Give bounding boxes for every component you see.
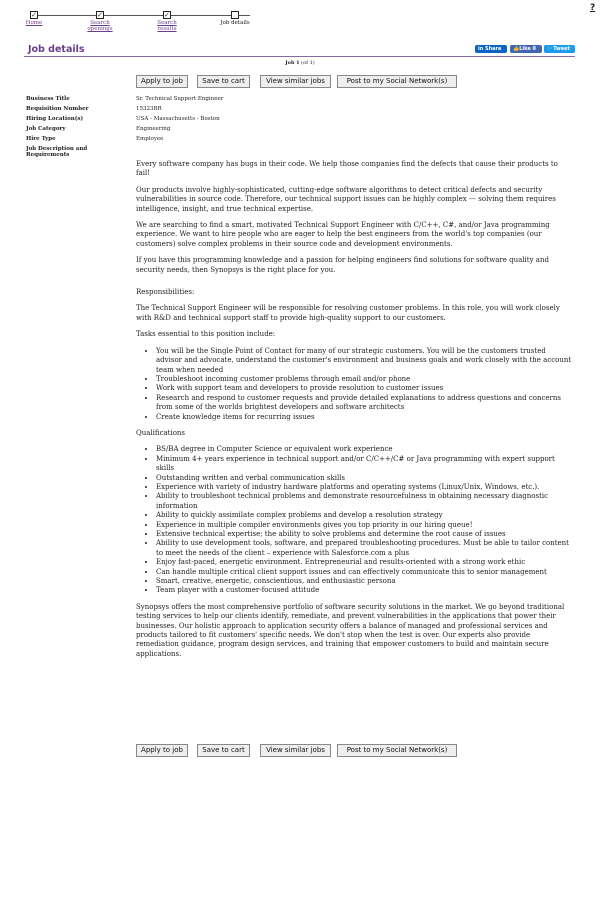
view-similar-button[interactable]: View similar jobs bbox=[260, 75, 331, 88]
responsibilities-heading: Responsibilities: bbox=[136, 288, 195, 297]
job-pager: Job 1 (of 1) bbox=[285, 60, 315, 66]
linkedin-share-label: Share bbox=[485, 46, 502, 52]
step-search-results[interactable] bbox=[147, 10, 187, 32]
view-similar-button[interactable]: View similar jobs bbox=[260, 744, 331, 757]
list-item: • Ability to troubleshoot technical problems and demonstrate resourcefulness in obtaining necessary diagnostic information bbox=[156, 492, 572, 511]
help-link[interactable]: ? bbox=[590, 3, 596, 13]
field-row bbox=[26, 136, 446, 146]
field-row bbox=[26, 96, 446, 106]
page-header bbox=[24, 42, 575, 57]
field-value: 15323BR bbox=[136, 106, 162, 112]
tasks-heading: Tasks essential to this position include: bbox=[136, 330, 276, 339]
field-label: Hiring Location(s) bbox=[26, 116, 84, 122]
field-row bbox=[26, 116, 446, 126]
field-label: Hire Type bbox=[26, 136, 56, 142]
field-label: Job Description and Requirements bbox=[26, 146, 88, 158]
list-item: • Enjoy fast-paced, energetic environment. Entrepreneurial and results-oriented with a strong work ethic bbox=[156, 558, 572, 567]
job-description bbox=[136, 160, 572, 666]
list-item: • Research and respond to customer requests and provide detailed explanations to address questions and concerns from some of the worlds brightest developers and software architects bbox=[156, 394, 572, 413]
twitter-tweet-label: Tweet bbox=[553, 46, 570, 52]
post-social-button[interactable]: Post to my Social Network(s) bbox=[337, 75, 457, 88]
pager-of: of bbox=[303, 60, 308, 66]
twitter-bird-icon: 🐦 bbox=[547, 46, 554, 52]
apply-button[interactable]: Apply to job bbox=[136, 75, 188, 88]
pager-total: 1 bbox=[309, 60, 313, 66]
field-row bbox=[26, 106, 446, 116]
list-item: • Outstanding written and verbal communication skills bbox=[156, 474, 572, 483]
linkedin-icon: in bbox=[478, 46, 486, 52]
page-title: Job details bbox=[28, 44, 85, 55]
facebook-like-label: Like 0 bbox=[519, 46, 536, 52]
job-fields bbox=[26, 96, 446, 160]
list-item: • Can handle multiple critical client support issues and can effectively communicate this to senior management bbox=[156, 568, 572, 577]
step-label[interactable]: Search openings bbox=[87, 20, 113, 32]
intro-paragraph: We are searching to find a smart, motivated Technical Support Engineer with C/C++, C#, and/or Java programming experience. We want to hire people who are eager to help the best engineers from the world's top companies (our customers) solve complex problems in their source code and development environments. bbox=[136, 221, 550, 248]
apply-button[interactable]: Apply to job bbox=[136, 744, 188, 757]
field-value: USA - Massachusetts - Boston bbox=[136, 116, 220, 122]
field-label: Business Title bbox=[26, 96, 70, 102]
intro-paragraph: Our products involve highly-sophisticated, cutting-edge software algorithms to detect critical defects and security vulnerabilities in source code. Therefore, our technical support issues can be highly complex --- solving them requires intelligence, insight, and true technical expertise. bbox=[136, 185, 556, 213]
field-value: Sr. Technical Support Engineer bbox=[136, 96, 224, 102]
list-item: • Ability to use development tools, software, and prepared troubleshooting procedures. Must be able to tailor content to meet the needs of the client – experience with Salesforce.com a plus bbox=[156, 539, 572, 558]
qualifications-heading: Qualifications bbox=[136, 428, 186, 437]
checkbox-checked-icon: ✓ bbox=[31, 11, 37, 19]
save-to-cart-button[interactable]: Save to cart bbox=[197, 744, 250, 757]
list-item: • You will be the Single Point of Contact for many of our strategic customers. You will be the customers trusted advisor and advocate, understand the customer's environment and business goals and work closely with the account team when needed bbox=[156, 347, 572, 375]
checkbox-empty-icon bbox=[231, 11, 239, 19]
responsibilities-text: The Technical Support Engineer will be responsible for resolving customer problems. In this role, you will work closely with R&D and technical support staff to provide high-quality support to our customers. bbox=[136, 304, 560, 322]
post-social-button[interactable]: Post to my Social Network(s) bbox=[337, 744, 457, 757]
list-item: • Experience in multiple compiler environments gives you top priority in our hiring queue! bbox=[156, 521, 572, 530]
pager-prefix: Job bbox=[285, 60, 295, 66]
list-item: • Work with support team and developers to provide resolution to customer issues bbox=[156, 384, 572, 393]
facebook-like-button[interactable] bbox=[510, 45, 542, 53]
list-item: • Ability to quickly assimilate complex problems and develop a resolution strategy bbox=[156, 511, 572, 520]
qualifications-list bbox=[136, 445, 572, 596]
save-to-cart-button[interactable]: Save to cart bbox=[197, 75, 250, 88]
field-value: Engineering bbox=[136, 126, 171, 132]
step-home[interactable] bbox=[14, 10, 54, 26]
closing-paragraph: Synopsys offers the most comprehensive portfolio of software security solutions in the market. We go beyond traditional testing services to help our clients identify, remediate, and prevent vulnerabilities in the applications that power their businesses. Our holistic approach to application security offers a balance of managed and professional services and products tailored to fit customers' specific needs. We don't stop when the test is over. Our experts also provide remediation guidance, program design services, and training that empower customers to build and maintain secure applications. bbox=[136, 602, 565, 658]
field-row bbox=[26, 146, 446, 160]
pager-current: 1 bbox=[296, 60, 300, 66]
list-item: • Create knowledge items for recurring issues bbox=[156, 413, 572, 422]
list-item: • Extensive technical expertise; the ability to solve problems and determine the root cause of issues bbox=[156, 530, 572, 539]
linkedin-share-button[interactable] bbox=[475, 45, 507, 53]
list-item: • Troubleshoot incoming customer problems through email and/or phone bbox=[156, 375, 572, 384]
progress-steps bbox=[20, 10, 260, 34]
step-label[interactable]: Home bbox=[25, 20, 43, 26]
thumbs-up-icon: 👍 bbox=[513, 46, 520, 52]
field-label: Job Category bbox=[26, 126, 66, 132]
field-value: Employee bbox=[136, 136, 164, 142]
checkbox-checked-icon: ✓ bbox=[164, 11, 170, 19]
list-item: • Team player with a customer-focused attitude bbox=[156, 586, 572, 595]
checkbox-checked-icon: ✓ bbox=[97, 11, 103, 19]
step-label[interactable]: Search results bbox=[157, 20, 177, 32]
list-item: • BS/BA degree in Computer Science or equivalent work experience bbox=[156, 445, 572, 454]
step-label: Job details bbox=[220, 20, 250, 26]
step-search-openings[interactable] bbox=[80, 10, 120, 32]
tasks-list bbox=[136, 347, 572, 422]
twitter-tweet-button[interactable] bbox=[544, 45, 575, 53]
field-row bbox=[26, 126, 446, 136]
intro-paragraph: If you have this programming knowledge and a passion for helping engineers find solutions for software quality and security needs, then Synopsys is the right place for you. bbox=[136, 256, 549, 274]
list-item: • Experience with variety of industry hardware platforms and operating systems (Linux/Unix, Windows, etc.). bbox=[156, 483, 572, 492]
list-item: • Smart, creative, energetic, conscientious, and enthusiastic persona bbox=[156, 577, 572, 586]
step-job-details bbox=[215, 10, 255, 26]
list-item: • Minimum 4+ years experience in technical support and/or C/C++/C# or Java programming with expert support skills bbox=[156, 455, 572, 474]
intro-paragraph: Every software company has bugs in their code. We help those companies find the defects that cause their products to fail! bbox=[136, 160, 558, 178]
field-label: Requisition Number bbox=[26, 106, 89, 112]
